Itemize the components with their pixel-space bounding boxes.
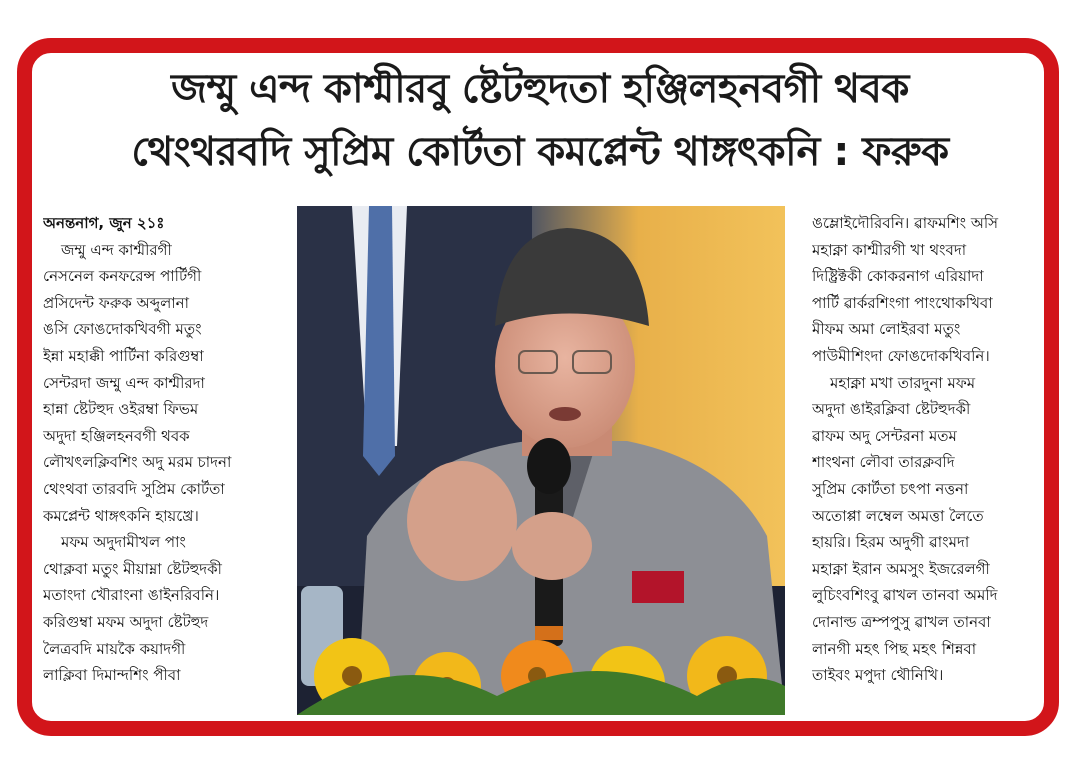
dateline: অনন্তনাগ, জুন ২১ঃ xyxy=(43,214,165,232)
paragraph-line: লুচিংবশিংবু ৱাখল তানবা অমদি xyxy=(812,586,998,605)
paragraph-line: পার্টি ৱার্করশিংগা পাংথোকখিবা xyxy=(812,293,993,312)
paragraph-line: পাউমীশিংদা ফোঙদোকখিবনি। xyxy=(812,346,990,365)
paragraph-line: মফম অদুদামীখল পাং xyxy=(61,533,186,552)
paragraph-line: কমপ্লেন্ট থাঙ্গৎকনি হায়খ্রে। xyxy=(43,506,199,525)
paragraph-line: নেসনেল কনফরেন্স পার্টিগী xyxy=(43,267,202,286)
paragraph-line: মহাক্না মখা তারদুনা মফম xyxy=(830,373,976,392)
paragraph-line: অদুদা ঙাইরক্লিবা ষ্টেটহুদকী xyxy=(812,400,971,419)
paragraph-line: দিষ্ট্রিক্টকী কোকরনাগ এরিয়াদা xyxy=(812,267,984,286)
right-column xyxy=(812,210,1040,689)
paragraph-line: থোক্লবা মতুং মীয়াম্না ষ্টেটহুদকী xyxy=(43,559,222,578)
paragraph-line: ইন্না মহাক্কী পার্টিনা করিগুম্বা xyxy=(43,346,204,365)
headline-line-2: থেংথরবদি সুপ্রিম কোর্টতা কমপ্লেন্ট থাঙ্গৎকনি : ফরুক xyxy=(131,129,949,175)
news-photo xyxy=(297,206,785,715)
paragraph-line: দোনাল্ড ত্রম্পপুসু ৱাখল তানবা xyxy=(812,612,991,631)
paragraph-line: ঙসি ফোঙদোকখিবগী মতুং xyxy=(43,320,202,339)
paragraph-line: প্রসিদেন্ট ফরুক অব্দুলানা xyxy=(43,293,189,312)
paragraph-line: করিগুম্বা মফম অদুদা ষ্টেটহুদ xyxy=(43,612,209,631)
paragraph-line: সেন্টরদা জম্মু এন্দ কাশ্মীরদা xyxy=(43,373,205,392)
left-column xyxy=(43,210,288,689)
paragraph-line: সুপ্রিম কোর্টতা চৎপা নত্তনা xyxy=(812,479,969,498)
paragraph-line: থেংথবা তারবদি সুপ্রিম কোর্টতা xyxy=(43,479,225,498)
paragraph-line: লানগী মহৎ পিছ মহৎ শিন্নবা xyxy=(812,639,977,658)
paragraph-line: অতোপ্পা লম্বেল অমত্তা লৈতে xyxy=(812,506,984,525)
headline-line-1: জম্মু এন্দ কাশ্মীরবু ষ্টেটহুদতা হঞ্জিলহনবগী থবক xyxy=(171,66,909,112)
paragraph-line: জম্মু এন্দ কাশ্মীরগী xyxy=(61,240,172,259)
paragraph-line: মহাক্না কাশ্মীরগী খা থংবদা xyxy=(812,240,967,259)
paragraph-line: তাইবং মপুদা থৌনিখি। xyxy=(812,666,944,685)
paragraph-line: মীফম অমা লোইরবা মতুং xyxy=(812,320,961,339)
paragraph-line: ৱাফম অদু সেন্টরনা মতম xyxy=(812,426,957,445)
paragraph-line: শাংথনা লৌবা তারক্লবদি xyxy=(812,453,955,472)
paragraph-line: ঙম্লোইদৌরিবনি। ৱাফমশিং অসি xyxy=(812,214,999,232)
paragraph-line: লাক্লিবা দিমান্দশিং পীবা xyxy=(43,666,181,685)
paragraph-line: লৌখৎলক্লিবশিং অদু মরম চাদনা xyxy=(43,453,232,472)
paragraph-line: লৈত্রবদি মায়কৈ কয়াদগী xyxy=(43,639,186,658)
paragraph-line: হায়রি। হিরম অদুগী ৱাংমদা xyxy=(812,533,970,552)
paragraph-line: হান্না ষ্টেটহুদ ওইরম্বা ফিভম xyxy=(43,400,199,419)
paragraph-line: মহাক্না ইরান অমসুং ইজরেলগী xyxy=(812,559,990,578)
paragraph-line: অদুদা হঞ্জিলহনবগী থবক xyxy=(43,426,190,445)
speaker-illustration xyxy=(297,206,785,715)
paragraph-line: মতাংদা খৌরাংনা ঙাইনরিবনি। xyxy=(43,586,220,605)
headline xyxy=(40,58,1040,184)
flowers xyxy=(297,636,785,715)
